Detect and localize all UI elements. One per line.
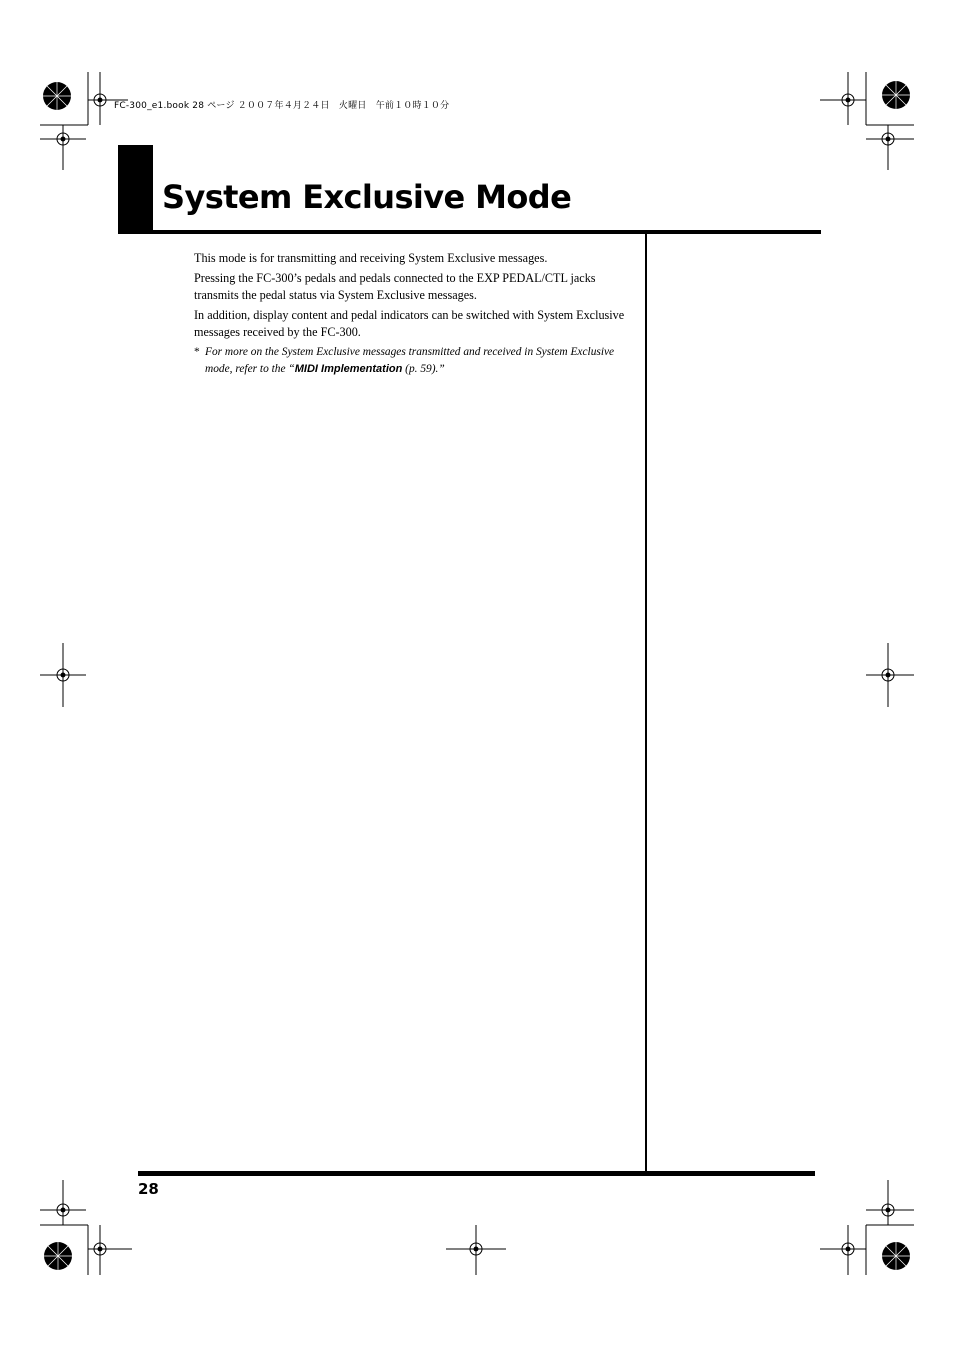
column-divider (645, 234, 647, 1173)
page-title: System Exclusive Mode (162, 178, 572, 216)
paragraph: Pressing the FC-300’s pedals and pedals connected to the EXP PEDAL/CTL jacks transmits the pedal status via System Exclusive messages. (194, 270, 596, 302)
footnote-marker: * (194, 345, 200, 358)
footnote-text: For more on the System Exclusive messages transmitted and received in System Exclusive mode, refer to the “ (205, 345, 615, 375)
paragraph: In addition, display content and pedal indicators can be switched with System Exclusive messages received by the FC-300. (194, 307, 625, 339)
footnote (194, 344, 634, 379)
title-tab-block (118, 145, 153, 234)
print-header-stamp: FC-300_e1.book 28 ページ ２００７年４月２４日 火曜日 午前１０時１０分 (114, 101, 450, 111)
footnote-text-end: (p. 59).” (402, 363, 445, 375)
title-rule (118, 230, 821, 234)
midi-implementation-link[interactable]: MIDI Implementation (294, 363, 403, 375)
paragraph: This mode is for transmitting and receiving System Exclusive messages. (194, 251, 548, 265)
footer-rule (138, 1171, 815, 1176)
page-number: 28 (138, 1180, 159, 1198)
body-text (194, 250, 634, 379)
